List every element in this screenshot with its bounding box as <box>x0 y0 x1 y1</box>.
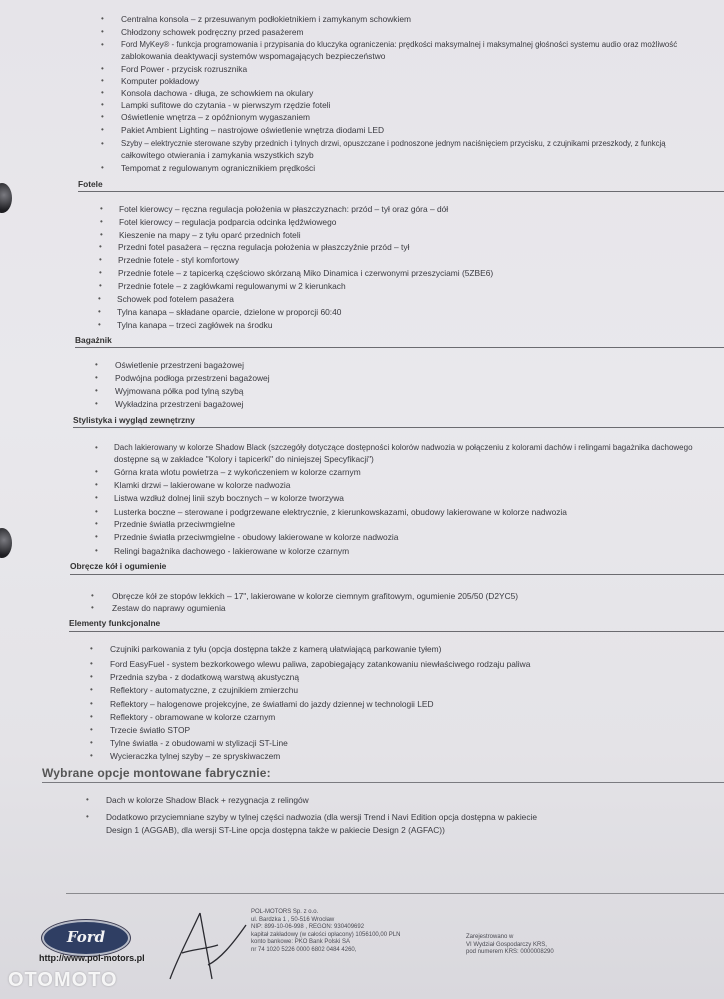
company-line: ul. Bardzka 1 , 50-516 Wrocław <box>251 916 335 923</box>
binder-hole <box>0 183 12 213</box>
section-divider <box>42 782 724 783</box>
registry-line: VI Wydział Gospodarczy KRS, <box>466 941 547 948</box>
section-divider <box>73 427 724 428</box>
footer-divider <box>66 893 724 894</box>
section-title-bagaznik: Bagażnik <box>75 335 112 345</box>
signature-image <box>160 905 250 985</box>
otomoto-watermark: OTOMOTO <box>8 969 118 991</box>
registry-info <box>466 934 554 957</box>
binder-hole <box>0 528 12 558</box>
company-line: nr 74 1020 5226 0000 6802 0484 4260, <box>251 946 357 953</box>
company-line: kapitał zakładowy (w całości opłacony) 1056100,00 PLN <box>251 931 401 938</box>
section-title-obrecze: Obręcze kół i ogumienie <box>70 561 167 571</box>
section-title-funkcjonalne: Elementy funkcjonalne <box>69 618 161 628</box>
company-line: NIP: 899-10-06-998 , REGON: 930409692 <box>251 924 365 931</box>
company-info <box>251 909 400 955</box>
factory-options-title: Wybrane opcje montowane fabrycznie: <box>42 766 271 780</box>
company-line: konto bankowe: PKO Bank Polski SA <box>251 939 351 946</box>
section-divider <box>69 631 724 632</box>
website-link[interactable]: http://www.pol-motors.pl <box>39 953 145 963</box>
ford-logo-text: Ford <box>66 928 106 946</box>
section-divider <box>78 191 724 192</box>
spec-document: • Centralna konsola – z przesuwanym podłokietnikiem i zamykanym schowkiem • Chłodzony schowek podręczny przed pasażerem • Ford MyKey® - funkcja programowania i przypisania do kluczyka ograniczenia: prędkości maksymalnej i maksymalnej głośności systemu audio oraz możliwość zablokowania deaktywacji systemów wspomagających bezpieczeństwo • Ford Power - przycisk rozrusznika • Komputer pokładowy • Konsola dachowa - długa, ze schowkiem na okulary • Lampki sufitowe do czytania - w pierwszym rzędzie foteli • Oświetlenie wnętrza – z opóźnionym wygaszaniem • Pakiet Ambient Lighting – nastrojowe oświetlenie wnętrza diodami LED • Szyby – elektrycznie sterowane szyby przednich i tylnych drzwi, opuszczane i podnoszone jednym naciśnięciem przycisku, z czujnikami przeszkody, z funkcją całkowitego otwierania i zamykania wszystkich szyb • Tempomat z regulowanym ogranicznikiem prędkości Fotele • Fotel kierowcy – ręczna regulacja położenia w płaszczyznach: przód – tył oraz góra – dół • Fotel kierowcy – regulacja podparcia odcinka lędźwiowego • Kieszenie na mapy – z tyłu oparć przednich foteli • Przedni fotel pasażera – ręczna regulacja położenia w płaszczyźnie przód – tył • Przednie fotele - styl komfortowy • Przednie fotele – z tapicerką częściowo skórzaną Miko Dinamica i czerwonymi przeszyciami (5ZBE6) • Przednie fotele – z zagłówkami regulowanymi w 2 kierunkach • Schowek pod fotelem pasażera • Tylna kanapa – składane oparcie, dzielone w proporcji 60:40 • Tylna kanapa – trzeci zagłówek na środku Bagażnik • Oświetlenie przestrzeni bagażowej • Podwójna podłoga przestrzeni bagażowej • Wyjmowana półka pod tylną szybą • Wykładzina przestrzeni bagażowej Stylistyka i wygląd zewnętrzny • Dach lakierowany w kolorze Shadow Black (szczegóły dotyczące dostępności kolorów nadwozia w połączeniu z kolorami dachów i relingami bagażnika dachowego dostępne są w zakładce "Kolory i tapicerki" do niniejszej Specyfikacji") • Górna krata wlotu powietrza – z wykończeniem w kolorze czarnym • Klamki drzwi – lakierowane w kolorze nadwozia • Listwa wzdłuż dolnej linii szyb bocznych – w kolorze tworzywa • Lusterka boczne – sterowane i podgrzewane elektrycznie, z kierunkowskazami, obudowy lakierowane w kolorze nadwozia • Przednie światła przeciwmgielne • Przednie światła przeciwmgielne - obudowy lakierowane w kolorze nadwozia • Relingi bagażnika dachowego - lakierowane w kolorze czarnym Obręcze kół i ogumienie • Obręcze kół ze stopów lekkich – 17", lakierowane w kolorze ciemnym grafitowym, ogumienie 205/50 (D2YC5) • Zestaw do naprawy ogumienia Elementy funkcjonalne • Czujniki parkowania z tyłu (opcja dostępna także z kamerą ułatwiającą parkowanie tyłem) • Ford EasyFuel - system bezkorkowego wlewu paliwa, zapobiegający zatankowaniu niewłaściwego rodzaju paliwa • Przednia szyba - z dodatkową warstwą akustyczną • Reflektory - automatyczne, z czujnikiem zmierzchu • Reflektory – halogenowe projekcyjne, ze światłami do jazdy dziennej w technologii LED • Reflektory - obramowane w kolorze czarnym • Trzecie światło STOP • Tylne światła - z obudowami w stylizacji ST-Line • Wycieraczka tylnej szyby – ze spryskiwaczem Wybrane opcje montowane fabrycznie: • Dach w kolorze Shadow Black + rezygnacja z relingów • Dodatkowo przyciemniane szyby w tylnej części nadwozia (dla wersji Trend i Navi Edition opcja dostępna w pakiecie Design 1 (AGGAB), dla wersji ST-Line opcja dostępna także w pakiecie Design 2 (AGFAC)) Ford http://www.pol-motors.pl POL-MOTORS Sp. z o.o. ul. Bardzka 1 , 50-516 Wrocław NIP: 899-10-06-998 , REGON: 930409692 kapitał zakładowy (w całości opłacony) 1056100,00 PLN konto bankowe: PKO Bank Polski SA nr 74 1020 5226 0000 6802 0484 4260, Zarejestrowano w VI Wydział Gospodarczy KRS, pod numerem KRS: 0000008290 OTOMOTO <box>0 0 724 999</box>
section-title-fotele: Fotele <box>78 179 103 189</box>
ford-logo <box>42 920 130 956</box>
section-divider <box>70 574 724 575</box>
section-title-stylistyka: Stylistyka i wygląd zewnętrzny <box>73 415 195 425</box>
registry-line: pod numerem KRS: 0000008290 <box>466 949 554 956</box>
registry-line: Zarejestrowano w <box>466 934 514 940</box>
section-divider <box>75 347 724 348</box>
company-line: POL-MOTORS Sp. z o.o. <box>251 909 319 915</box>
